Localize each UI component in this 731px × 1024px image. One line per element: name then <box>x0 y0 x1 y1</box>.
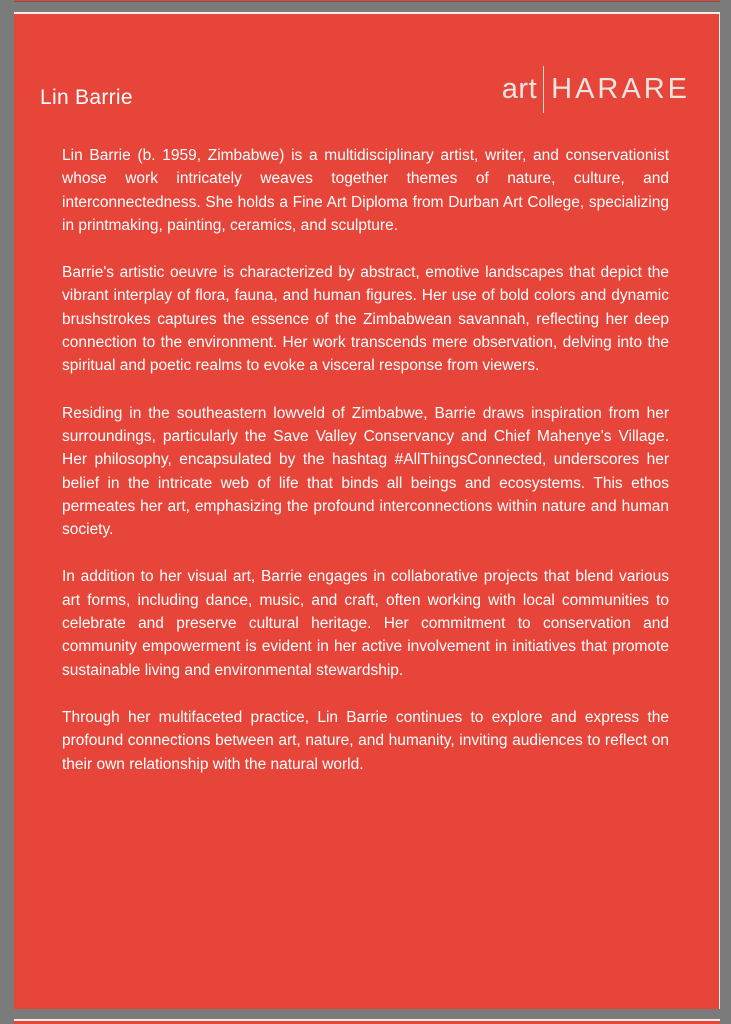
document-page <box>14 12 720 1009</box>
bio-paragraph: Through her multifaceted practice, Lin Barrie continues to explore and express the profound connections between art, nature, and humanity, inviting audiences to reflect on their own relationship with the natural world. <box>62 708 669 773</box>
page-title: Lin Barrie <box>40 86 133 109</box>
previous-page-bottom-edge <box>14 0 720 2</box>
page-header <box>14 14 719 113</box>
logo-harare-text: HARARE <box>551 73 690 105</box>
bio-paragraph: Barrie's artistic oeuvre is characterized by abstract, emotive landscapes that depict the vibrant interplay of flora, fauna, and human figures. Her use of bold colors and dynamic brushstrokes captures the essence of the Zimbabwean savannah, reflecting her deep connection to the environment. Her work transcends mere observation, delving into the spiritual and poetic realms to evoke a visceral response from viewers. <box>62 264 669 375</box>
logo-divider-bar <box>543 66 544 113</box>
art-harare-logo <box>502 66 690 113</box>
bio-paragraph: Residing in the southeastern lowveld of Zimbabwe, Barrie draws inspiration from her surroundings, particularly the Save Valley Conservancy and Chief Mahenye's Village. Her philosophy, encapsulated by the hashtag #AllThingsConnected, underscores her belief in the intricate web of life that binds all beings and ecosystems. This ethos permeates her art, emphasizing the profound interconnections within nature and human society. <box>62 404 669 539</box>
next-page-top-edge <box>14 1019 720 1024</box>
bio-paragraph: In addition to her visual art, Barrie engages in collaborative projects that blend various art forms, including dance, music, and craft, often working with local communities to celebrate and preserve cultural heritage. Her commitment to conservation and community empowerment is evident in her active involvement in initiatives that promote sustainable living and environmental stewardship. <box>62 568 669 679</box>
bio-paragraph: Lin Barrie (b. 1959, Zimbabwe) is a multidisciplinary artist, writer, and conservationist whose work intricately weaves together themes of nature, culture, and interconnectedness. She holds a Fine Art Diploma from Durban Art College, specializing in printmaking, painting, ceramics, and sculpture. <box>62 147 669 234</box>
biography-text <box>14 144 719 776</box>
logo-art-text: art <box>501 73 538 105</box>
